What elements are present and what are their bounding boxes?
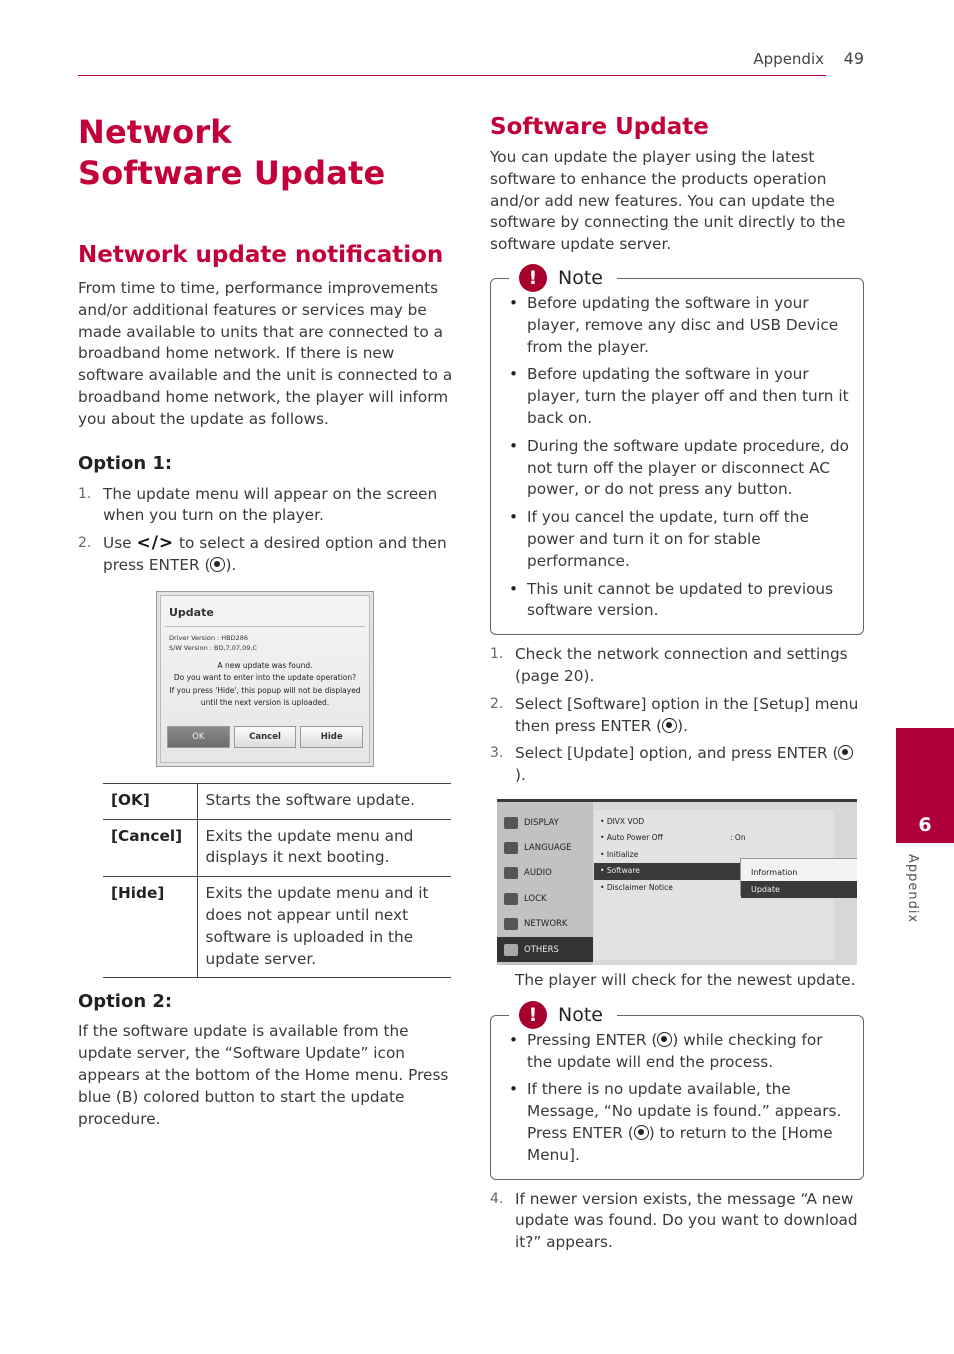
- step-text-close: ).: [515, 766, 526, 785]
- network-icon: [504, 918, 518, 930]
- audio-icon: [504, 867, 518, 879]
- category-label: LANGUAGE: [524, 843, 572, 853]
- list-item: [509, 1079, 849, 1166]
- note-text: ) to return to the [Home Menu].: [527, 1123, 833, 1164]
- step-text: Select [Software] option in the [Setup] menu then press ENTER (: [515, 694, 859, 735]
- left-right-arrows-icon: </>: [136, 533, 175, 554]
- driver-version: Driver Version : HBD286: [169, 633, 249, 642]
- ok-button[interactable]: OK: [167, 726, 230, 748]
- left-column: [78, 112, 454, 1130]
- list-item: • During the software update procedure, do not turn off the player or disconnect AC power, or do not press any button.: [509, 436, 849, 501]
- intro-paragraph: From time to time, performance improvements and/or additional features or services may be made available to units that are connected to a broadband home network. If there is new software available and the unit is connected to a broadband home network, the player will inform you about the update as follows.: [78, 279, 453, 428]
- note-box: [490, 266, 864, 635]
- step-number: 3.: [490, 745, 504, 762]
- note-list: [509, 293, 849, 622]
- software-submenu: [740, 858, 857, 896]
- option1-steps: [78, 484, 454, 577]
- dialog-divider: [165, 626, 365, 627]
- category-label: DISPLAY: [524, 817, 559, 828]
- dialog-message-line: Do you want to enter into the update operation?: [173, 673, 357, 683]
- step-text: Check the network connection and settings (page 20).: [515, 645, 848, 685]
- setup-category-lock[interactable]: [497, 886, 593, 911]
- chapter-tab-label: Appendix: [905, 854, 920, 924]
- step-text: If newer version exists, the message “A new update was found. Do you want to download it?” appears.: [515, 1189, 858, 1252]
- note-header: [509, 264, 617, 292]
- option2-heading: Option 2:: [78, 991, 173, 1013]
- note-label: Note: [558, 1003, 603, 1026]
- list-item: [78, 533, 454, 577]
- submenu-update[interactable]: Update: [741, 881, 857, 898]
- option-label: DIVX VOD: [606, 816, 645, 826]
- note-header: [509, 1001, 617, 1029]
- setup-option-divx-vod[interactable]: • DIVX VOD: [600, 816, 645, 826]
- list-item: [490, 644, 864, 688]
- note-label: Note: [558, 266, 603, 289]
- category-label: AUDIO: [524, 868, 552, 879]
- category-label: NETWORK: [524, 919, 568, 930]
- option2-paragraph: If the software update is available from the update server, the “Software Update” icon appears at the bottom of the Home menu. Press blue (B) colored button to start the update procedure.: [78, 1022, 449, 1128]
- exclamation-icon: !: [519, 1001, 547, 1029]
- display-icon: [504, 817, 518, 829]
- option1-heading: Option 1:: [78, 452, 173, 474]
- step-text: to select a desired option and then press ENTER (: [103, 534, 447, 574]
- table-value: Exits the update menu and it does not appear until next software is uploaded in the update server.: [197, 877, 451, 978]
- table-row: [103, 783, 451, 819]
- submenu-information[interactable]: Information: [751, 867, 798, 877]
- step-text: Use: [103, 534, 132, 553]
- dialog-version-info: [169, 633, 257, 653]
- step-text-close: ).: [225, 555, 237, 574]
- header-rule: [78, 75, 826, 76]
- setup-option-software[interactable]: • Software: [594, 863, 740, 880]
- section-heading-network-update: Network update notification: [78, 242, 444, 268]
- language-icon: [504, 842, 518, 854]
- step-number: 2.: [490, 695, 504, 712]
- table-key: [Cancel]: [103, 819, 197, 877]
- list-item: [490, 1189, 864, 1254]
- cancel-button[interactable]: Cancel: [234, 726, 297, 748]
- sw-version: S/W Version : BD,7,07,09,C: [169, 643, 257, 652]
- enter-button-icon: [662, 718, 677, 733]
- setup-category-others[interactable]: [497, 937, 593, 962]
- note-text: If there is no update available, the Message, “No update is found.” appears. Press ENTER (: [527, 1080, 842, 1142]
- list-item: [509, 1030, 849, 1074]
- list-item: • Before updating the software in your player, turn the player off and then turn it back on.: [509, 364, 849, 429]
- option-label: Initialize: [606, 849, 639, 859]
- update-dialog-screenshot: [156, 591, 374, 767]
- setup-category-list: [497, 802, 593, 965]
- table-row: [103, 877, 451, 978]
- screenshot-caption: The player will check for the newest update.: [515, 970, 856, 989]
- table-key: [Hide]: [103, 877, 197, 978]
- dialog-message-line: A new update was found.: [217, 660, 313, 670]
- others-icon: [504, 944, 518, 956]
- options-table: [103, 783, 451, 979]
- dialog-message-line: until the next version is uploaded.: [200, 698, 330, 708]
- note-box: [490, 1003, 864, 1180]
- chapter-tab: 6: [896, 728, 954, 843]
- table-value: Exits the update menu and displays it next booting.: [197, 819, 451, 877]
- list-item: • If you cancel the update, turn off the power and turn it on for stable performance.: [509, 507, 849, 572]
- list-item: [490, 743, 864, 787]
- setup-menu-screenshot: [497, 799, 857, 965]
- list-item: • Before updating the software in your player, remove any disc and USB Device from the player.: [509, 293, 849, 358]
- dialog-message: [165, 660, 365, 710]
- list-item: [490, 694, 864, 738]
- setup-category-audio[interactable]: [497, 861, 593, 886]
- option-label: Software: [606, 866, 640, 876]
- dialog-message-line: If you press 'Hide', this popup will not be displayed: [169, 685, 361, 695]
- update-dialog: [160, 595, 370, 763]
- step-text: Select [Update] option, and press ENTER (: [515, 744, 839, 763]
- step-number: 1.: [78, 485, 92, 502]
- step-text-close: ).: [677, 716, 688, 735]
- step-text: The update menu will appear on the screen when you turn on the player.: [103, 484, 438, 525]
- dialog-buttons: [167, 726, 363, 748]
- category-label: LOCK: [524, 893, 547, 904]
- step-number: 4.: [490, 1190, 504, 1207]
- exclamation-icon: !: [519, 264, 547, 292]
- note-text: ) while checking for the update will end the process.: [527, 1030, 823, 1071]
- software-update-steps: [490, 644, 864, 787]
- setup-option-auto-power-off[interactable]: • Auto Power Off : On: [594, 830, 834, 847]
- hide-button[interactable]: Hide: [300, 726, 363, 748]
- setup-option-disclaimer[interactable]: • Disclaimer Notice: [600, 882, 673, 892]
- page-title: Network Software Update: [78, 113, 386, 192]
- running-header-section: Appendix: [753, 50, 824, 68]
- setup-option-initialize[interactable]: • Initialize: [600, 849, 639, 859]
- section-heading-software-update: Software Update: [490, 114, 709, 140]
- page-number: 49: [843, 49, 864, 68]
- enter-button-icon: [838, 745, 853, 760]
- lock-icon: [504, 893, 518, 905]
- note-text: Pressing ENTER (: [527, 1030, 658, 1049]
- option-label: Disclaimer Notice: [606, 882, 673, 892]
- setup-category-network[interactable]: [497, 911, 593, 936]
- list-item: [78, 484, 454, 528]
- software-update-steps-continued: [490, 1189, 864, 1254]
- step-number: 1.: [490, 646, 504, 663]
- dialog-title: Update: [169, 605, 214, 619]
- enter-button-icon: [657, 1032, 672, 1047]
- software-update-intro: You can update the player using the latest software to enhance the products operation and/or add new features. You can update the software by connecting the unit directly to the software update server.: [490, 148, 846, 254]
- category-label: OTHERS: [524, 944, 559, 955]
- enter-button-icon: [210, 557, 225, 572]
- setup-category-display[interactable]: [497, 810, 593, 835]
- enter-button-icon: [634, 1125, 649, 1140]
- setup-category-language[interactable]: [497, 835, 593, 860]
- step-number: 2.: [78, 535, 92, 552]
- table-key: [OK]: [103, 783, 197, 819]
- right-column: [490, 112, 864, 1260]
- option-value: : On: [730, 833, 746, 843]
- list-item: • This unit cannot be updated to previous software version.: [509, 579, 849, 623]
- note-list: [509, 1030, 849, 1167]
- option-label: Auto Power Off: [606, 833, 663, 843]
- table-row: [103, 819, 451, 877]
- table-value: Starts the software update.: [197, 783, 451, 819]
